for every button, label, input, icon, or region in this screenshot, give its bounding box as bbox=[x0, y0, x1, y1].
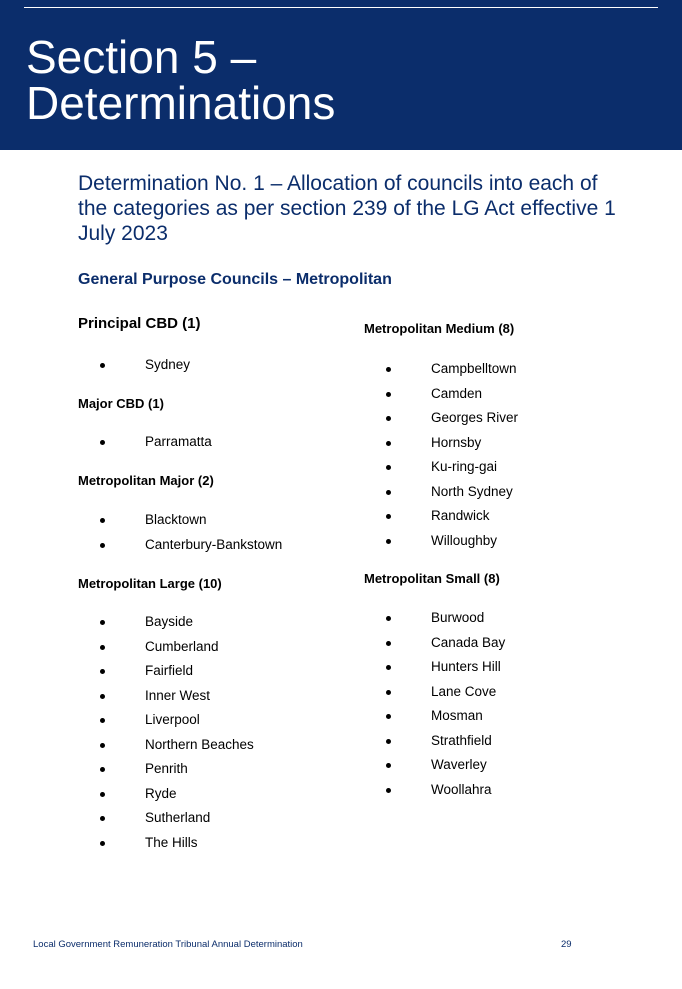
bullet-icon bbox=[386, 641, 391, 646]
council-name: North Sydney bbox=[431, 483, 513, 499]
bullet-icon bbox=[386, 788, 391, 793]
list-item bbox=[100, 510, 282, 535]
bullet-icon bbox=[386, 465, 391, 470]
bullet-icon bbox=[100, 620, 105, 625]
major-cbd-heading: Major CBD (1) bbox=[78, 396, 164, 411]
bullet-icon bbox=[386, 714, 391, 719]
list-item bbox=[100, 637, 254, 662]
metropolitan-large-list bbox=[100, 612, 254, 857]
bullet-icon bbox=[100, 767, 105, 772]
bullet-icon bbox=[386, 539, 391, 544]
bullet-icon bbox=[100, 363, 105, 368]
list-item bbox=[386, 359, 518, 384]
council-name: Ku-ring-gai bbox=[431, 459, 498, 474]
council-name: Canada Bay bbox=[431, 634, 506, 650]
council-name: Sutherland bbox=[145, 810, 211, 825]
list-item bbox=[386, 633, 505, 658]
list-item bbox=[100, 355, 190, 380]
council-name: Campbelltown bbox=[431, 361, 517, 376]
council-name: Hornsby bbox=[431, 434, 482, 450]
list-item bbox=[386, 755, 505, 780]
council-name: Blacktown bbox=[145, 512, 207, 527]
council-name: Strathfield bbox=[431, 732, 492, 748]
list-item bbox=[386, 780, 505, 805]
list-item bbox=[100, 535, 282, 560]
list-item bbox=[100, 784, 254, 809]
bullet-icon bbox=[386, 416, 391, 421]
list-item bbox=[386, 706, 505, 731]
list-item bbox=[386, 608, 505, 633]
list-item bbox=[100, 661, 254, 686]
bullet-icon bbox=[386, 763, 391, 768]
council-name: Hunters Hill bbox=[431, 659, 501, 674]
bullet-icon bbox=[386, 392, 391, 397]
bullet-icon bbox=[100, 543, 105, 548]
list-item bbox=[386, 506, 518, 531]
metropolitan-major-list bbox=[100, 510, 282, 559]
list-item bbox=[386, 731, 505, 756]
bullet-icon bbox=[386, 441, 391, 446]
list-item bbox=[386, 482, 518, 507]
council-name: Inner West bbox=[145, 687, 211, 703]
list-item bbox=[100, 833, 254, 858]
category-heading: General Purpose Councils – Metropolitan bbox=[78, 271, 392, 288]
bullet-icon bbox=[100, 645, 105, 650]
bullet-icon bbox=[100, 669, 105, 674]
list-item bbox=[100, 686, 254, 711]
council-name: Burwood bbox=[431, 610, 485, 625]
bullet-icon bbox=[386, 616, 391, 621]
bullet-icon bbox=[100, 440, 105, 445]
council-name: Waverley bbox=[431, 757, 487, 772]
council-name: Northern Beaches bbox=[145, 736, 254, 752]
footer-text: Local Government Remuneration Tribunal Annual Determination bbox=[33, 939, 303, 950]
list-item bbox=[100, 612, 254, 637]
bullet-icon bbox=[100, 841, 105, 846]
council-name: Parramatta bbox=[145, 434, 212, 449]
list-item bbox=[100, 432, 212, 457]
bullet-icon bbox=[100, 518, 105, 523]
metropolitan-small-heading: Metropolitan Small (8) bbox=[364, 571, 500, 586]
section-title-line2: Determinations bbox=[26, 77, 336, 129]
council-name: The Hills bbox=[145, 834, 198, 850]
section-banner bbox=[0, 0, 682, 150]
metropolitan-small-list bbox=[386, 608, 505, 804]
metropolitan-medium-list bbox=[386, 359, 518, 555]
council-name: Penrith bbox=[145, 761, 188, 776]
council-name: Liverpool bbox=[145, 712, 200, 727]
council-name: Georges River bbox=[431, 410, 519, 425]
section-title-line1: Section 5 – bbox=[26, 31, 257, 83]
bullet-icon bbox=[386, 690, 391, 695]
council-name: Ryde bbox=[145, 785, 177, 801]
list-item bbox=[386, 531, 518, 556]
council-name: Mosman bbox=[431, 708, 483, 723]
list-item bbox=[100, 735, 254, 760]
list-item bbox=[386, 682, 505, 707]
bullet-icon bbox=[100, 694, 105, 699]
council-name: Willoughby bbox=[431, 532, 498, 548]
bullet-icon bbox=[386, 665, 391, 670]
bullet-icon bbox=[386, 514, 391, 519]
bullet-icon bbox=[386, 490, 391, 495]
major-cbd-list bbox=[100, 432, 212, 457]
list-item bbox=[386, 433, 518, 458]
council-name: Woollahra bbox=[431, 781, 492, 797]
list-item bbox=[386, 408, 518, 433]
determination-heading: Determination No. 1 – Allocation of councils into each of the categories as per section 239 of the LG Act effective 1 July 2023 bbox=[78, 172, 616, 245]
metropolitan-major-heading: Metropolitan Major (2) bbox=[78, 473, 214, 488]
list-item bbox=[100, 759, 254, 784]
page-number: 29 bbox=[561, 939, 572, 950]
council-name: Sydney bbox=[145, 357, 191, 372]
bullet-icon bbox=[100, 718, 105, 723]
list-item bbox=[386, 384, 518, 409]
list-item bbox=[100, 710, 254, 735]
council-name: Bayside bbox=[145, 614, 194, 629]
metropolitan-medium-heading: Metropolitan Medium (8) bbox=[364, 321, 515, 336]
principal-cbd-heading: Principal CBD (1) bbox=[78, 315, 201, 332]
bullet-icon bbox=[100, 743, 105, 748]
list-item bbox=[386, 457, 518, 482]
principal-cbd-list bbox=[100, 355, 190, 380]
bullet-icon bbox=[386, 739, 391, 744]
bullet-icon bbox=[386, 367, 391, 372]
list-item bbox=[100, 808, 254, 833]
council-name: Cumberland bbox=[145, 638, 219, 654]
council-name: Lane Cove bbox=[431, 683, 497, 699]
council-name: Camden bbox=[431, 385, 483, 401]
metropolitan-large-heading: Metropolitan Large (10) bbox=[78, 576, 222, 591]
council-name: Randwick bbox=[431, 508, 490, 523]
council-name: Canterbury-Bankstown bbox=[145, 536, 283, 552]
council-name: Fairfield bbox=[145, 663, 194, 678]
bullet-icon bbox=[100, 816, 105, 821]
bullet-icon bbox=[100, 792, 105, 797]
section-title bbox=[26, 31, 336, 129]
list-item bbox=[386, 657, 505, 682]
banner-rule bbox=[24, 7, 658, 8]
